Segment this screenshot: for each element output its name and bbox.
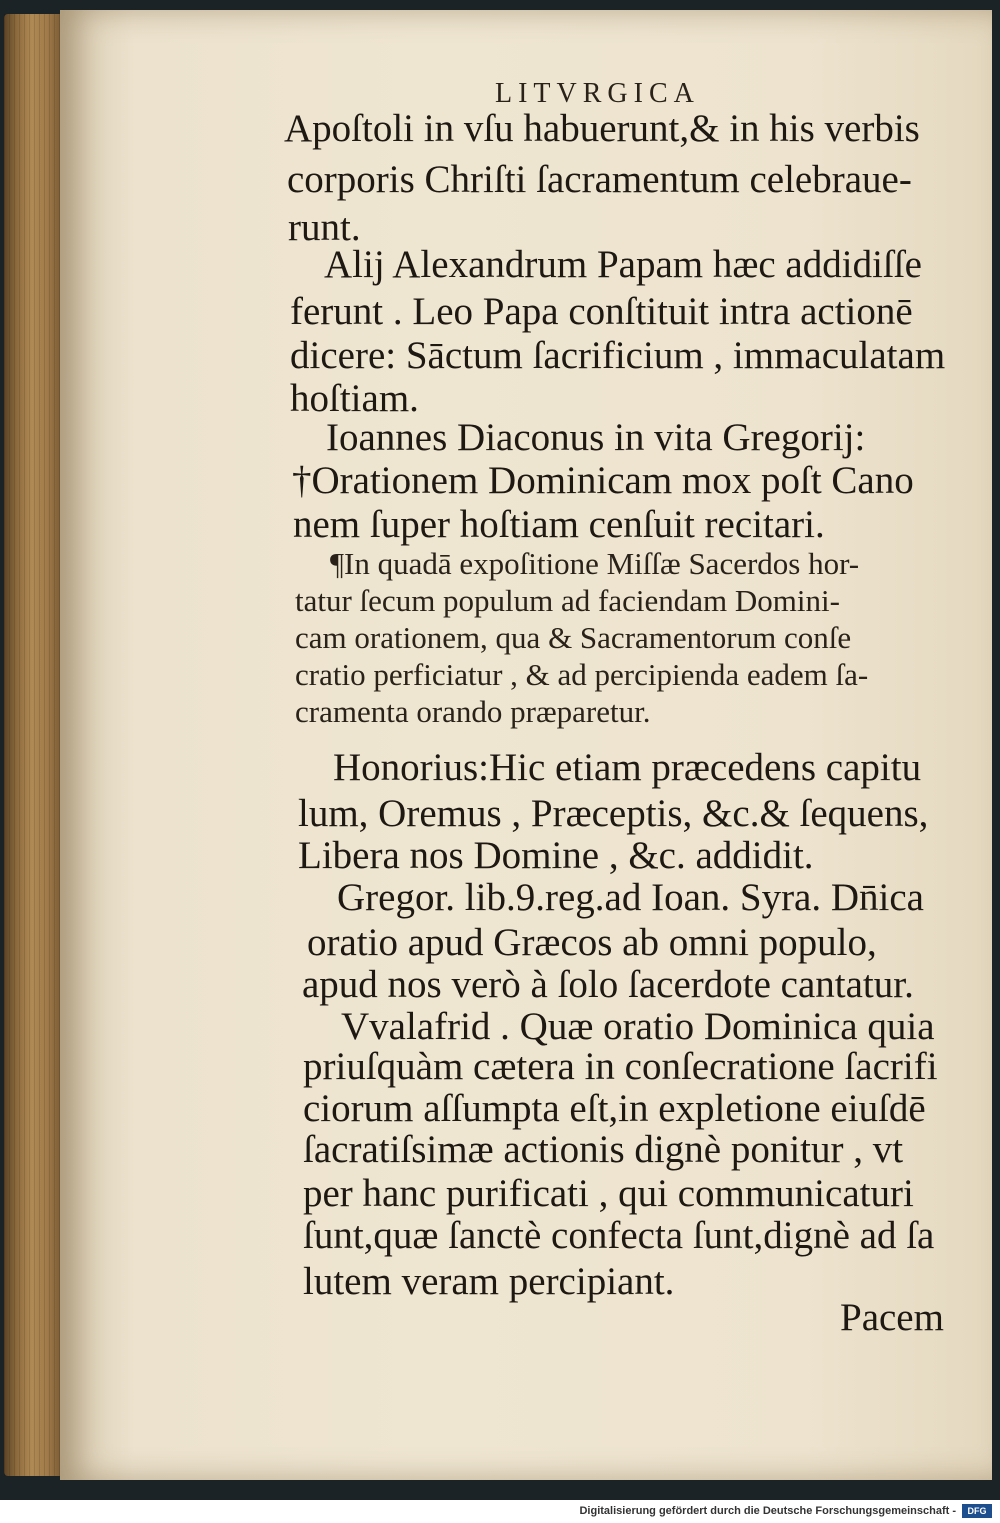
text-line: ſacratiſsimæ actionis dignè ponitur , vt	[303, 1128, 904, 1171]
text-line: Honorius:Hic etiam præcedens capitu	[333, 746, 922, 789]
text-line: lutem veram percipiant.	[303, 1260, 675, 1303]
text-line: Libera nos Domine , &c. addidit.	[298, 834, 814, 877]
text-line: Gregor. lib.9.reg.ad Ioan. Syra. Dn̄ica	[337, 876, 924, 919]
text-line: corporis Chriſti ſacramentum celebraue-	[287, 158, 912, 201]
footer-bar	[0, 1500, 1000, 1523]
text-line: apud nos verò à ſolo ſacerdote cantatur.	[302, 963, 914, 1006]
footer-credit: Digitalisierung gefördert durch die Deutsche Forschungsgemeinschaft -	[579, 1505, 956, 1517]
text-line: priuſquàm cætera in conſecratione ſacrifi	[303, 1045, 938, 1088]
text-line: †Orationem Dominicam mox poſt Cano	[292, 459, 914, 502]
catchword: Pacem	[840, 1296, 944, 1339]
running-head: LITVRGICA	[495, 78, 700, 109]
text-line: runt.	[288, 206, 361, 249]
dfg-logo: DFG	[962, 1504, 992, 1518]
text-line: Alij Alexandrum Papam hæc addidiſſe	[324, 243, 922, 286]
text-line: Apoſtoli in vſu habuerunt,& in his verbis	[284, 107, 920, 150]
text-line: ciorum aſſumpta eſt,in expletione eiuſdē	[303, 1087, 926, 1130]
note-line: cramenta orando præparetur.	[295, 694, 651, 729]
text-line: ſunt,quæ ſanctè confecta ſunt,dignè ad ſa	[303, 1214, 935, 1257]
note-line: ¶In quadā expoſitione Miſſæ Sacerdos hor-	[330, 546, 860, 581]
text-line: dicere: Sāctum ſacrificium , immaculatam	[290, 334, 946, 377]
text-line: ferunt . Leo Papa conſtituit intra actionē	[290, 290, 913, 333]
note-line: tatur ſecum populum ad faciendam Domini-	[295, 583, 840, 618]
text-line: lum, Oremus , Præceptis, &c.& ſequens,	[298, 792, 929, 835]
note-line: cratio perficiatur , & ad percipienda eadem ſa-	[295, 657, 869, 692]
text-line: oratio apud Græcos ab omni populo,	[307, 921, 877, 964]
note-line: cam orationem, qua & Sacramentorum conſe	[295, 620, 852, 655]
text-line: hoſtiam.	[290, 377, 419, 420]
text-line: per hanc purificati , qui communicaturi	[303, 1172, 914, 1215]
text-line: Vvalafrid . Quæ oratio Dominica quia	[341, 1005, 935, 1048]
book-fore-edge	[4, 14, 66, 1476]
text-line: nem ſuper hoſtiam cenſuit recitari.	[293, 503, 825, 546]
text-line: Ioannes Diaconus in vita Gregorij:	[326, 416, 866, 459]
